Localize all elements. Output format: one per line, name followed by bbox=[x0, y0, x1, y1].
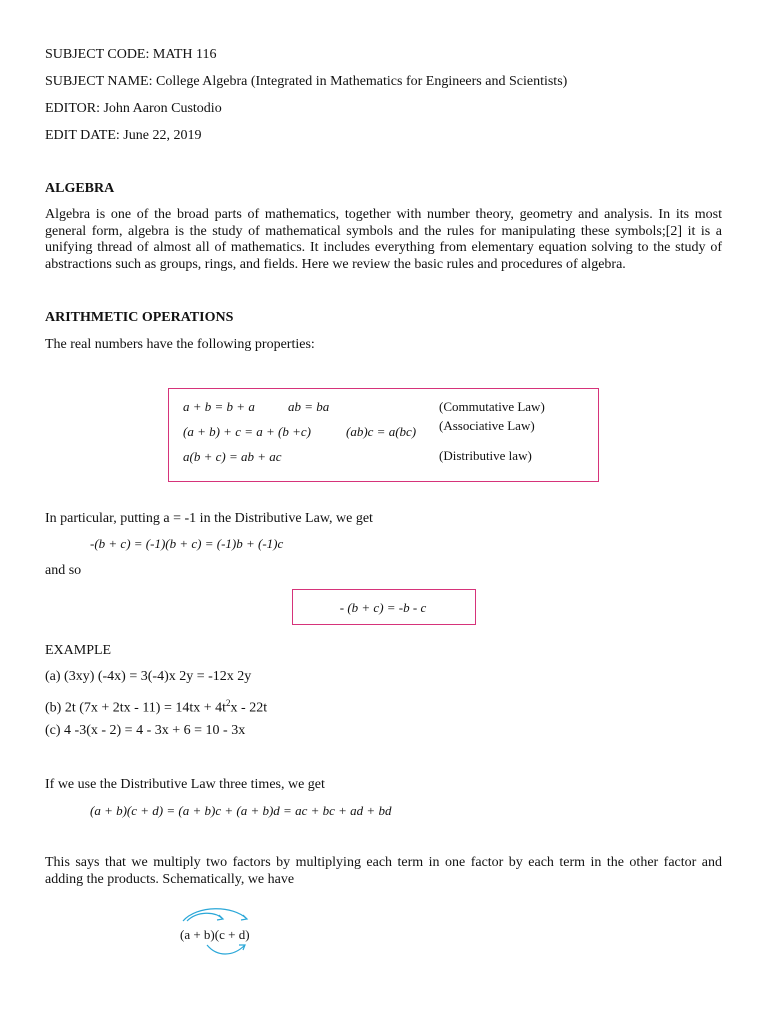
distributive-eq: a(b + c) = ab + ac bbox=[183, 449, 282, 464]
result-equation: - (b + c) = -b - c bbox=[339, 600, 427, 615]
distributive-three-equation: (a + b)(c + d) = (a + b)c + (a + b)d = ac + bc + ad + bd bbox=[90, 803, 392, 818]
schematic-expression: (a + b)(c + d) bbox=[180, 927, 250, 942]
particular-text: In particular, putting a = -1 in the Distributive Law, we get bbox=[45, 511, 373, 526]
edit-date: EDIT DATE: June 22, 2019 bbox=[45, 128, 202, 143]
associative-law-label: (Associative Law) bbox=[439, 418, 535, 433]
and-so-text: and so bbox=[45, 563, 82, 578]
commutative-eq2: ab = ba bbox=[288, 399, 330, 414]
subject-name: SUBJECT NAME: College Algebra (Integrated in Mathematics for Engineers and Scientists) bbox=[45, 74, 568, 89]
associative-eq1: (a + b) + c = a + (b +c) bbox=[183, 424, 311, 439]
distributive-three-intro: If we use the Distributive Law three times, we get bbox=[45, 777, 325, 792]
distributive-law-label: (Distributive law) bbox=[439, 448, 532, 463]
algebra-heading: ALGEBRA bbox=[45, 181, 115, 196]
schematic-paragraph: This says that we multiply two factors by multiplying each term in one factor by each term in the other factor and adding the products. Schematically, we have bbox=[45, 855, 722, 887]
algebra-paragraph: Algebra is one of the broad parts of mathematics, together with number theory, geometry and analysis. In its most general form, algebra is the study of mathematical symbols and the rules for manipulating these symbols;[2] it is a unifying thread of almost all of mathematics. It includes everything from elementary equation solving to the study of abstractions such as groups, rings, and fields. Here we review the basic rules and procedures of algebra. bbox=[45, 207, 722, 273]
subject-code: SUBJECT CODE: MATH 116 bbox=[45, 47, 217, 62]
example-a: (a) (3xy) (-4x) = 3(-4)x 2y = -12x 2y bbox=[45, 669, 252, 684]
associative-eq2: (ab)c = a(bc) bbox=[346, 424, 417, 439]
example-c: (c) 4 -3(x - 2) = 4 - 3x + 6 = 10 - 3x bbox=[45, 723, 246, 738]
commutative-eq1: a + b = b + a bbox=[183, 399, 255, 414]
arithmetic-heading: ARITHMETIC OPERATIONS bbox=[45, 310, 234, 325]
example-b: (b) 2t $(7x + 2tx - 11) = 14tx + 4t^2x - 22t$ bbox=[45, 698, 268, 716]
commutative-law-label: (Commutative Law) bbox=[439, 399, 545, 414]
particular-equation: -(b + c) = (-1)(b + c) = (-1)b + (-1)c bbox=[90, 536, 284, 551]
arithmetic-intro: The real numbers have the following properties: bbox=[45, 337, 315, 352]
editor: EDITOR: John Aaron Custodio bbox=[45, 101, 222, 116]
example-heading: EXAMPLE bbox=[45, 643, 112, 658]
